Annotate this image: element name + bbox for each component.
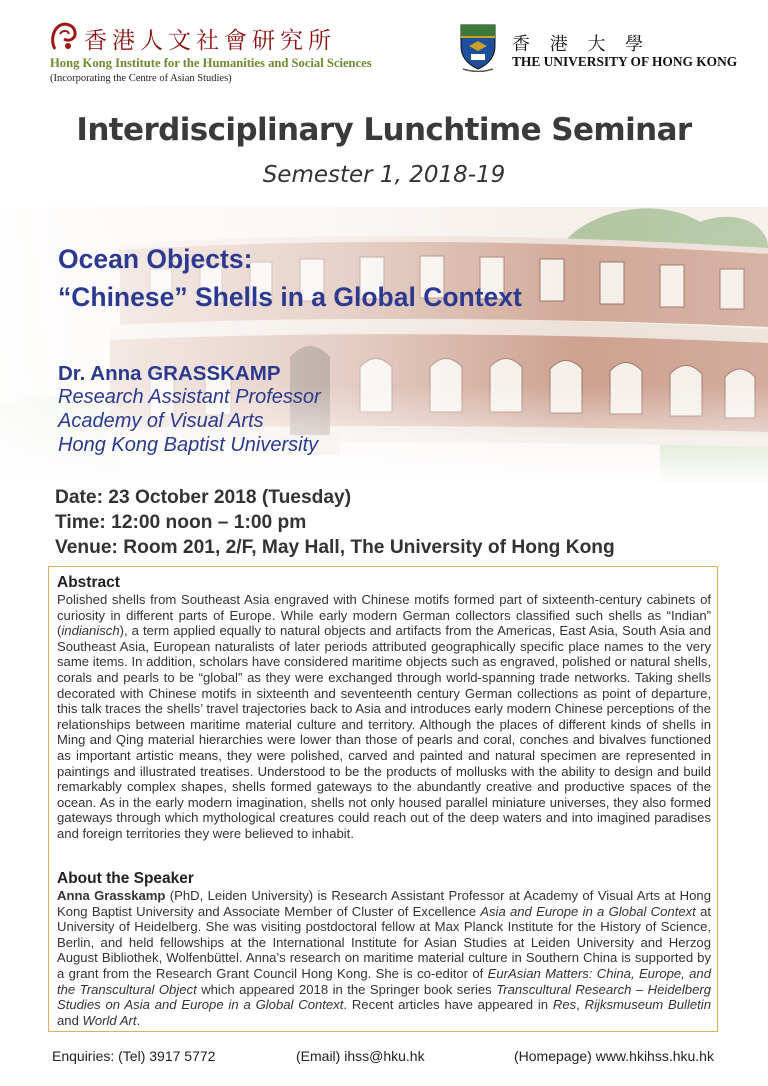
hku-crest-icon <box>457 22 499 72</box>
bio-italic: Res <box>552 997 577 1013</box>
event-venue: Venue: Room 201, 2/F, May Hall, The University of Hong Kong <box>55 537 615 558</box>
footer-email[interactable]: (Email) ihss@hku.hk <box>296 1048 425 1064</box>
bio-text: which appeared 2018 in the Springer book series <box>196 981 497 997</box>
footer-homepage[interactable]: (Homepage) www.hkihss.hku.hk <box>514 1048 714 1064</box>
bio-italic: Transcultural Research – Heidelberg Studies on Asia and Europe in a Global Context <box>57 981 711 1013</box>
abstract-italic-term: indianisch <box>61 623 120 639</box>
hkihss-english-name: Hong Kong Institute for the Humanities and Social Sciences <box>50 56 372 70</box>
hkihss-logo <box>50 22 78 52</box>
speaker-bio <box>57 888 711 1028</box>
bio-text: (PhD, Leiden University) is Research Assistant Professor at Academy of Visual Arts at Hong Kong Baptist University and Associate Member of Cluster of Excellence <box>57 888 711 919</box>
event-date: Date: 23 October 2018 (Tuesday) <box>55 487 352 508</box>
abstract-heading: Abstract <box>57 574 120 591</box>
bio-italic: World Art <box>82 1012 137 1028</box>
hku-chinese-name: 香 港 大 學 <box>512 34 651 55</box>
about-speaker-heading: About the Speaker <box>57 870 194 887</box>
hkihss-chinese-name: 香港人文社會研究所 <box>84 28 336 54</box>
talk-title-line2: “Chinese” Shells in a Global Context <box>58 282 522 312</box>
bio-text: . Recent articles have appeared in <box>343 997 553 1013</box>
speaker-department: Academy of Visual Arts <box>58 410 264 432</box>
abstract-body <box>57 592 711 842</box>
semester-subtitle: Semester 1, 2018-19 <box>262 162 506 188</box>
speaker-institution: Hong Kong Baptist University <box>58 434 319 456</box>
hku-english-name: THE UNIVERSITY OF HONG KONG <box>512 54 738 69</box>
bio-speaker-name: Anna Grasskamp <box>57 888 166 903</box>
bio-italic: EurAsian Matters: China, Europe, and the Transcultural Object <box>57 965 711 997</box>
abstract-text-part: ), a term applied equally to natural objects and artifacts from the Americas, East Asia, South Asia and Southeast Asia, European naturalists of later periods attributed geographically specific place names to the very same items. In addition, scholars have considered maritime objects such as engraved, polished or natural shells, corals and pearls to be “global” as they were exchanged through world-spanning trade networks. Taking shells decorated with Chinese motifs in sixteenth and seventeenth century German collections as point of departure, this talk traces the shells’ travel trajectories back to Asia and introduces early modern Chinese perceptions of the relationships between maritime material culture and territory. Although the places of different kinds of shells in Ming and Qing material hierarchies were lower than those of pearls and coral, conches and bivalves functioned as important artistic means, they were polished, carved and painted and natural specimen are represented in paintings and illustrated treatises. Understood to be the products of mollusks with the ability to design and build remarkably complex shapes, shells formed gateways to the abundantly creative and productive spaces of the ocean. As in the early modern imagination, shells not only housed parallel miniature universes, they also formed gateways through which mythological creatures could reach out of the deep waters and into imagined paradises and foreign territories they were believed to inhabit. <box>57 623 711 841</box>
abstract-text-part: Polished shells from Southeast Asia engraved with Chinese motifs formed part of sixteenth-century cabinets of curiosity in different parts of Europe. While early modern German collectors classified such shells as “Indian” ( <box>57 592 711 639</box>
speaker-name: Dr. Anna GRASSKAMP <box>58 362 281 385</box>
bio-text: , <box>576 997 585 1013</box>
talk-title-line1: Ocean Objects: <box>58 244 253 274</box>
bio-italic: Rijksmuseum Bulletin <box>584 997 711 1013</box>
bio-text: . <box>136 1012 141 1028</box>
bio-italic: Asia and Europe in a Global Context <box>480 903 696 919</box>
hkihss-subtitle: (Incorporating the Centre of Asian Studies) <box>50 73 232 84</box>
seminar-title: Interdisciplinary Lunchtime Seminar <box>76 112 692 148</box>
bio-text: and <box>57 1012 83 1028</box>
event-time: Time: 12:00 noon – 1:00 pm <box>55 512 307 533</box>
footer-enquiries-tel: Enquiries: (Tel) 3917 5772 <box>52 1048 216 1064</box>
bio-text: at University of Heidelberg. She was visiting postdoctoral fellow at Max Planck Institute for the History of Science, Berlin, and held fellowships at the International Institute for Asian Studies at Leiden University and Herzog August Bibliothek, Wolfenbüttel. Anna’s research on maritime material culture in Southern China is supported by a grant from the Research Grant Council Hong Kong. She is co-editor of <box>57 903 711 981</box>
speaker-position: Research Assistant Professor <box>58 386 321 408</box>
